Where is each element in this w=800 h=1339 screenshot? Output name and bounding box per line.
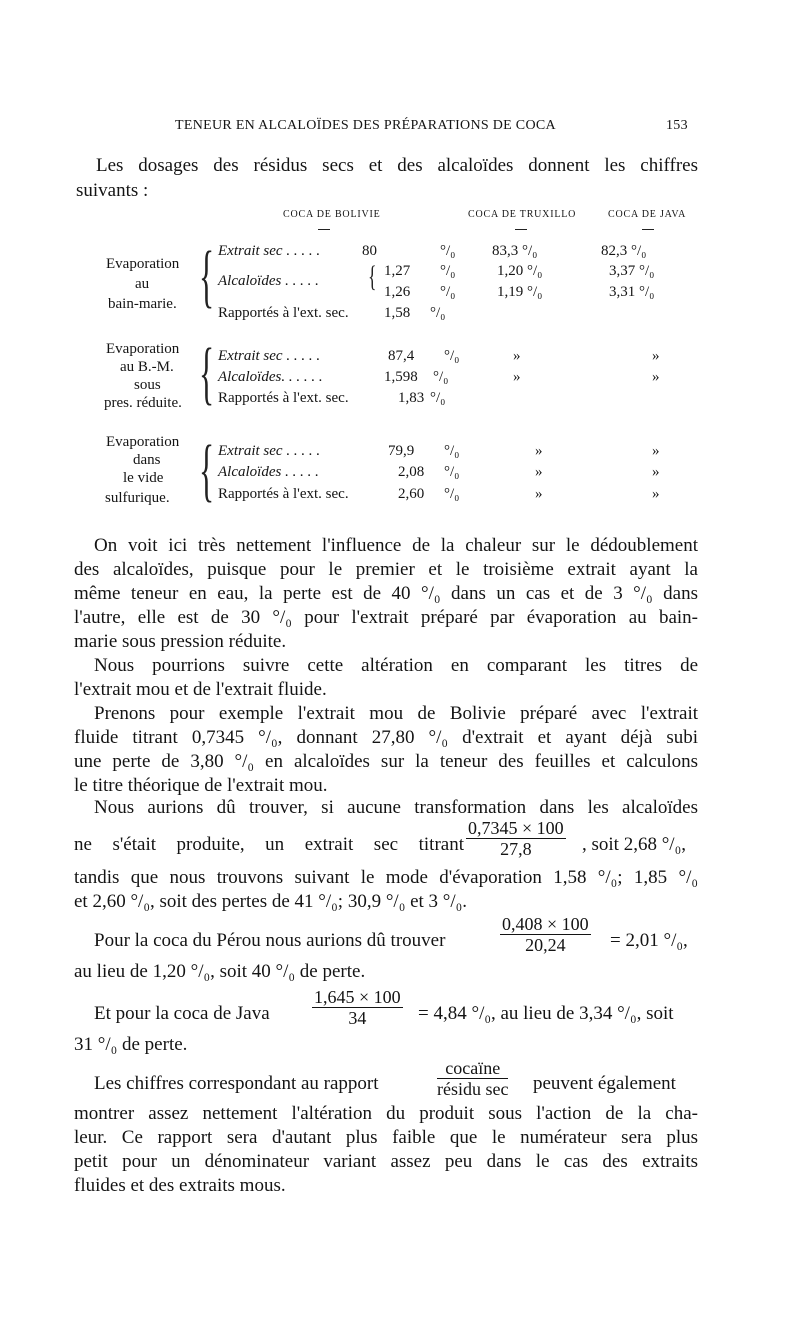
paragraph-text: = 2,01 °/₀, (610, 930, 688, 951)
row-label: Rapportés à l'ext. sec. (218, 305, 349, 321)
paragraph-line: tandis que nous trouvons suivant le mode d'évaporation 1,58 °/₀; 1,85 °/₀ (74, 867, 698, 888)
paragraph-text: , soit 2,68 °/₀, (582, 834, 686, 855)
fraction-denominator: 20,24 (525, 935, 566, 955)
group-label: Evaporation (106, 341, 180, 357)
paragraph-line: même teneur en eau, la perte est de 40 °/₀ dans un cas et de 3 °/₀ dans (74, 583, 698, 604)
cell-unit: °/₀ (440, 243, 456, 259)
cell-java: 3,37 °/₀ (609, 263, 655, 279)
intro-line-2: suivants : (76, 180, 149, 201)
cell-bolivie: 1,27 (384, 263, 411, 279)
cell-bolivie: 80 (362, 243, 377, 259)
cell-java-2: 3,31 °/₀ (609, 284, 655, 300)
paragraph-line: Nous aurions dû trouver, si aucune transformation dans les alcaloïdes (94, 797, 698, 818)
cell-bolivie: 2,60 (398, 486, 425, 502)
cell-java: » (652, 348, 660, 364)
paragraph-line: Nous pourrions suivre cette altération en comparant les titres de (94, 655, 698, 676)
fraction (312, 987, 403, 1028)
paragraph-line: 31 °/₀ de perte. (74, 1034, 188, 1055)
group-label: pres. réduite. (104, 395, 182, 411)
cell-java: » (652, 443, 660, 459)
paragraph-text: Les chiffres correspondant au rapport (94, 1073, 379, 1094)
paragraph-line: le titre théorique de l'extrait mou. (74, 775, 328, 796)
cell-truxillo: » (535, 464, 543, 480)
cell-truxillo: 83,3 °/₀ (492, 243, 538, 259)
paragraph-line: l'extrait mou et de l'extrait fluide. (74, 679, 327, 700)
row-label: Extrait sec . . . . . (218, 443, 321, 459)
intro-line-1: Les dosages des résidus secs et des alcaloïdes donnent les chiffres (96, 155, 698, 176)
cell-unit: °/₀ (433, 369, 449, 385)
fraction (500, 914, 591, 955)
paragraph-text: = 4,84 °/₀, au lieu de 3,34 °/₀, soit (418, 1003, 674, 1024)
paragraph-line: fluide titrant 0,7345 °/₀, donnant 27,80 °/₀ d'extrait et ayant déjà subi (74, 727, 698, 748)
fraction (437, 1058, 508, 1099)
cell-unit: °/₀ (430, 390, 446, 406)
cell-unit: °/₀ (440, 263, 456, 279)
left-brace: { (199, 335, 215, 412)
group-label: au (135, 276, 150, 292)
fraction (466, 818, 566, 859)
col-header-bolivie: COCA DE BOLIVIE (283, 209, 381, 220)
col-dash (642, 229, 654, 230)
page-number: 153 (666, 118, 688, 133)
paragraph-line: Prenons pour exemple l'extrait mou de Bolivie préparé avec l'extrait (94, 703, 698, 724)
cell-bolivie: 1,58 (384, 305, 411, 321)
group-label: au B.-M. (120, 359, 174, 375)
row-label: Extrait sec . . . . . (218, 243, 321, 259)
paragraph-line: et 2,60 °/₀, soit des pertes de 41 °/₀; 30,9 °/₀ et 3 °/₀. (74, 891, 468, 912)
cell-unit: °/₀ (444, 348, 460, 364)
paragraph-line: une perte de 3,80 °/₀ en alcaloïdes sur la teneur des feuilles et calculons (74, 751, 698, 772)
row-label: Extrait sec . . . . . (218, 348, 321, 364)
cell-java: » (652, 369, 660, 385)
cell-unit: °/₀ (444, 443, 460, 459)
row-label: Rapportés à l'ext. sec. (218, 390, 349, 406)
row-label: Alcaloïdes. . . . . . (218, 369, 323, 385)
cell-truxillo: » (513, 348, 521, 364)
fraction-numerator: 1,645 × 100 (314, 987, 401, 1007)
cell-unit: °/₀ (444, 486, 460, 502)
left-brace: { (199, 432, 215, 509)
paragraph-line: On voit ici très nettement l'influence de la chaleur sur le dédoublement (94, 535, 698, 556)
paragraph-line: l'autre, elle est de 30 °/₀ pour l'extrait préparé par évaporation au bain- (74, 607, 698, 628)
group-label: Evaporation (106, 434, 180, 450)
group-label: Evaporation (106, 256, 180, 272)
cell-truxillo: » (535, 443, 543, 459)
cell-java: » (652, 486, 660, 502)
paragraph-line: fluides et des extraits mous. (74, 1175, 286, 1196)
cell-truxillo: » (535, 486, 543, 502)
cell-bolivie: 1,598 (384, 369, 418, 385)
paragraph-line: des alcaloïdes, puisque pour le premier et le troisième extrait ayant la (74, 559, 698, 580)
fraction-denominator: 34 (348, 1008, 367, 1028)
col-dash (318, 229, 330, 230)
col-header-truxillo: COCA DE TRUXILLO (468, 209, 577, 220)
cell-truxillo-2: 1,19 °/₀ (497, 284, 543, 300)
paragraph-line: leur. Ce rapport sera d'autant plus faible que le numérateur sera plus (74, 1127, 698, 1148)
group-label: le vide (123, 470, 164, 486)
cell-bolivie-2: 1,26 (384, 284, 411, 300)
cell-unit: °/₀ (430, 305, 446, 321)
paragraph-line: marie sous pression réduite. (74, 631, 287, 652)
col-header-java: COCA DE JAVA (608, 209, 687, 220)
cell-bolivie: 87,4 (388, 348, 415, 364)
paragraph-line: petit pour un dénominateur variant assez peu dans le cas des extraits (74, 1151, 698, 1172)
left-brace: { (199, 238, 215, 315)
cell-unit: °/₀ (440, 284, 456, 300)
cell-bolivie: 1,83 (398, 390, 425, 406)
fraction-denominator: 27,8 (500, 839, 532, 859)
col-dash (515, 229, 527, 230)
paragraph-text: Et pour la coca de Java (94, 1003, 270, 1024)
cell-java: » (652, 464, 660, 480)
cell-unit: °/₀ (444, 464, 460, 480)
group-label: bain-marie. (108, 296, 177, 312)
cell-truxillo: » (513, 369, 521, 385)
running-title: TENEUR EN ALCALOÏDES DES PRÉPARATIONS DE COCA (175, 118, 556, 133)
fraction-numerator: 0,408 × 100 (502, 914, 589, 934)
cell-java: 82,3 °/₀ (601, 243, 647, 259)
row-label: Rapportés à l'ext. sec. (218, 486, 349, 502)
small-brace: { (368, 260, 377, 293)
cell-bolivie: 79,9 (388, 443, 415, 459)
cell-bolivie: 2,08 (398, 464, 425, 480)
paragraph-line: au lieu de 1,20 °/₀, soit 40 °/₀ de perte. (74, 961, 366, 982)
row-label: Alcaloïdes . . . . . (218, 273, 319, 289)
paragraph-text: ne s'était produite, un extrait sec titrant (74, 834, 464, 855)
paragraph-text: Pour la coca du Pérou nous aurions dû trouver (94, 930, 446, 951)
cell-truxillo: 1,20 °/₀ (497, 263, 543, 279)
group-label: sous (134, 377, 161, 393)
fraction-denominator: résidu sec (437, 1079, 509, 1099)
row-label: Alcaloïdes . . . . . (218, 464, 319, 480)
group-label: sulfurique. (105, 490, 170, 506)
paragraph-text: peuvent également (533, 1073, 676, 1094)
fraction-numerator: cocaïne (445, 1058, 501, 1078)
paragraph-line: montrer assez nettement l'altération du produit sous l'action de la cha- (74, 1103, 698, 1124)
fraction-numerator: 0,7345 × 100 (468, 818, 564, 838)
group-label: dans (133, 452, 161, 468)
